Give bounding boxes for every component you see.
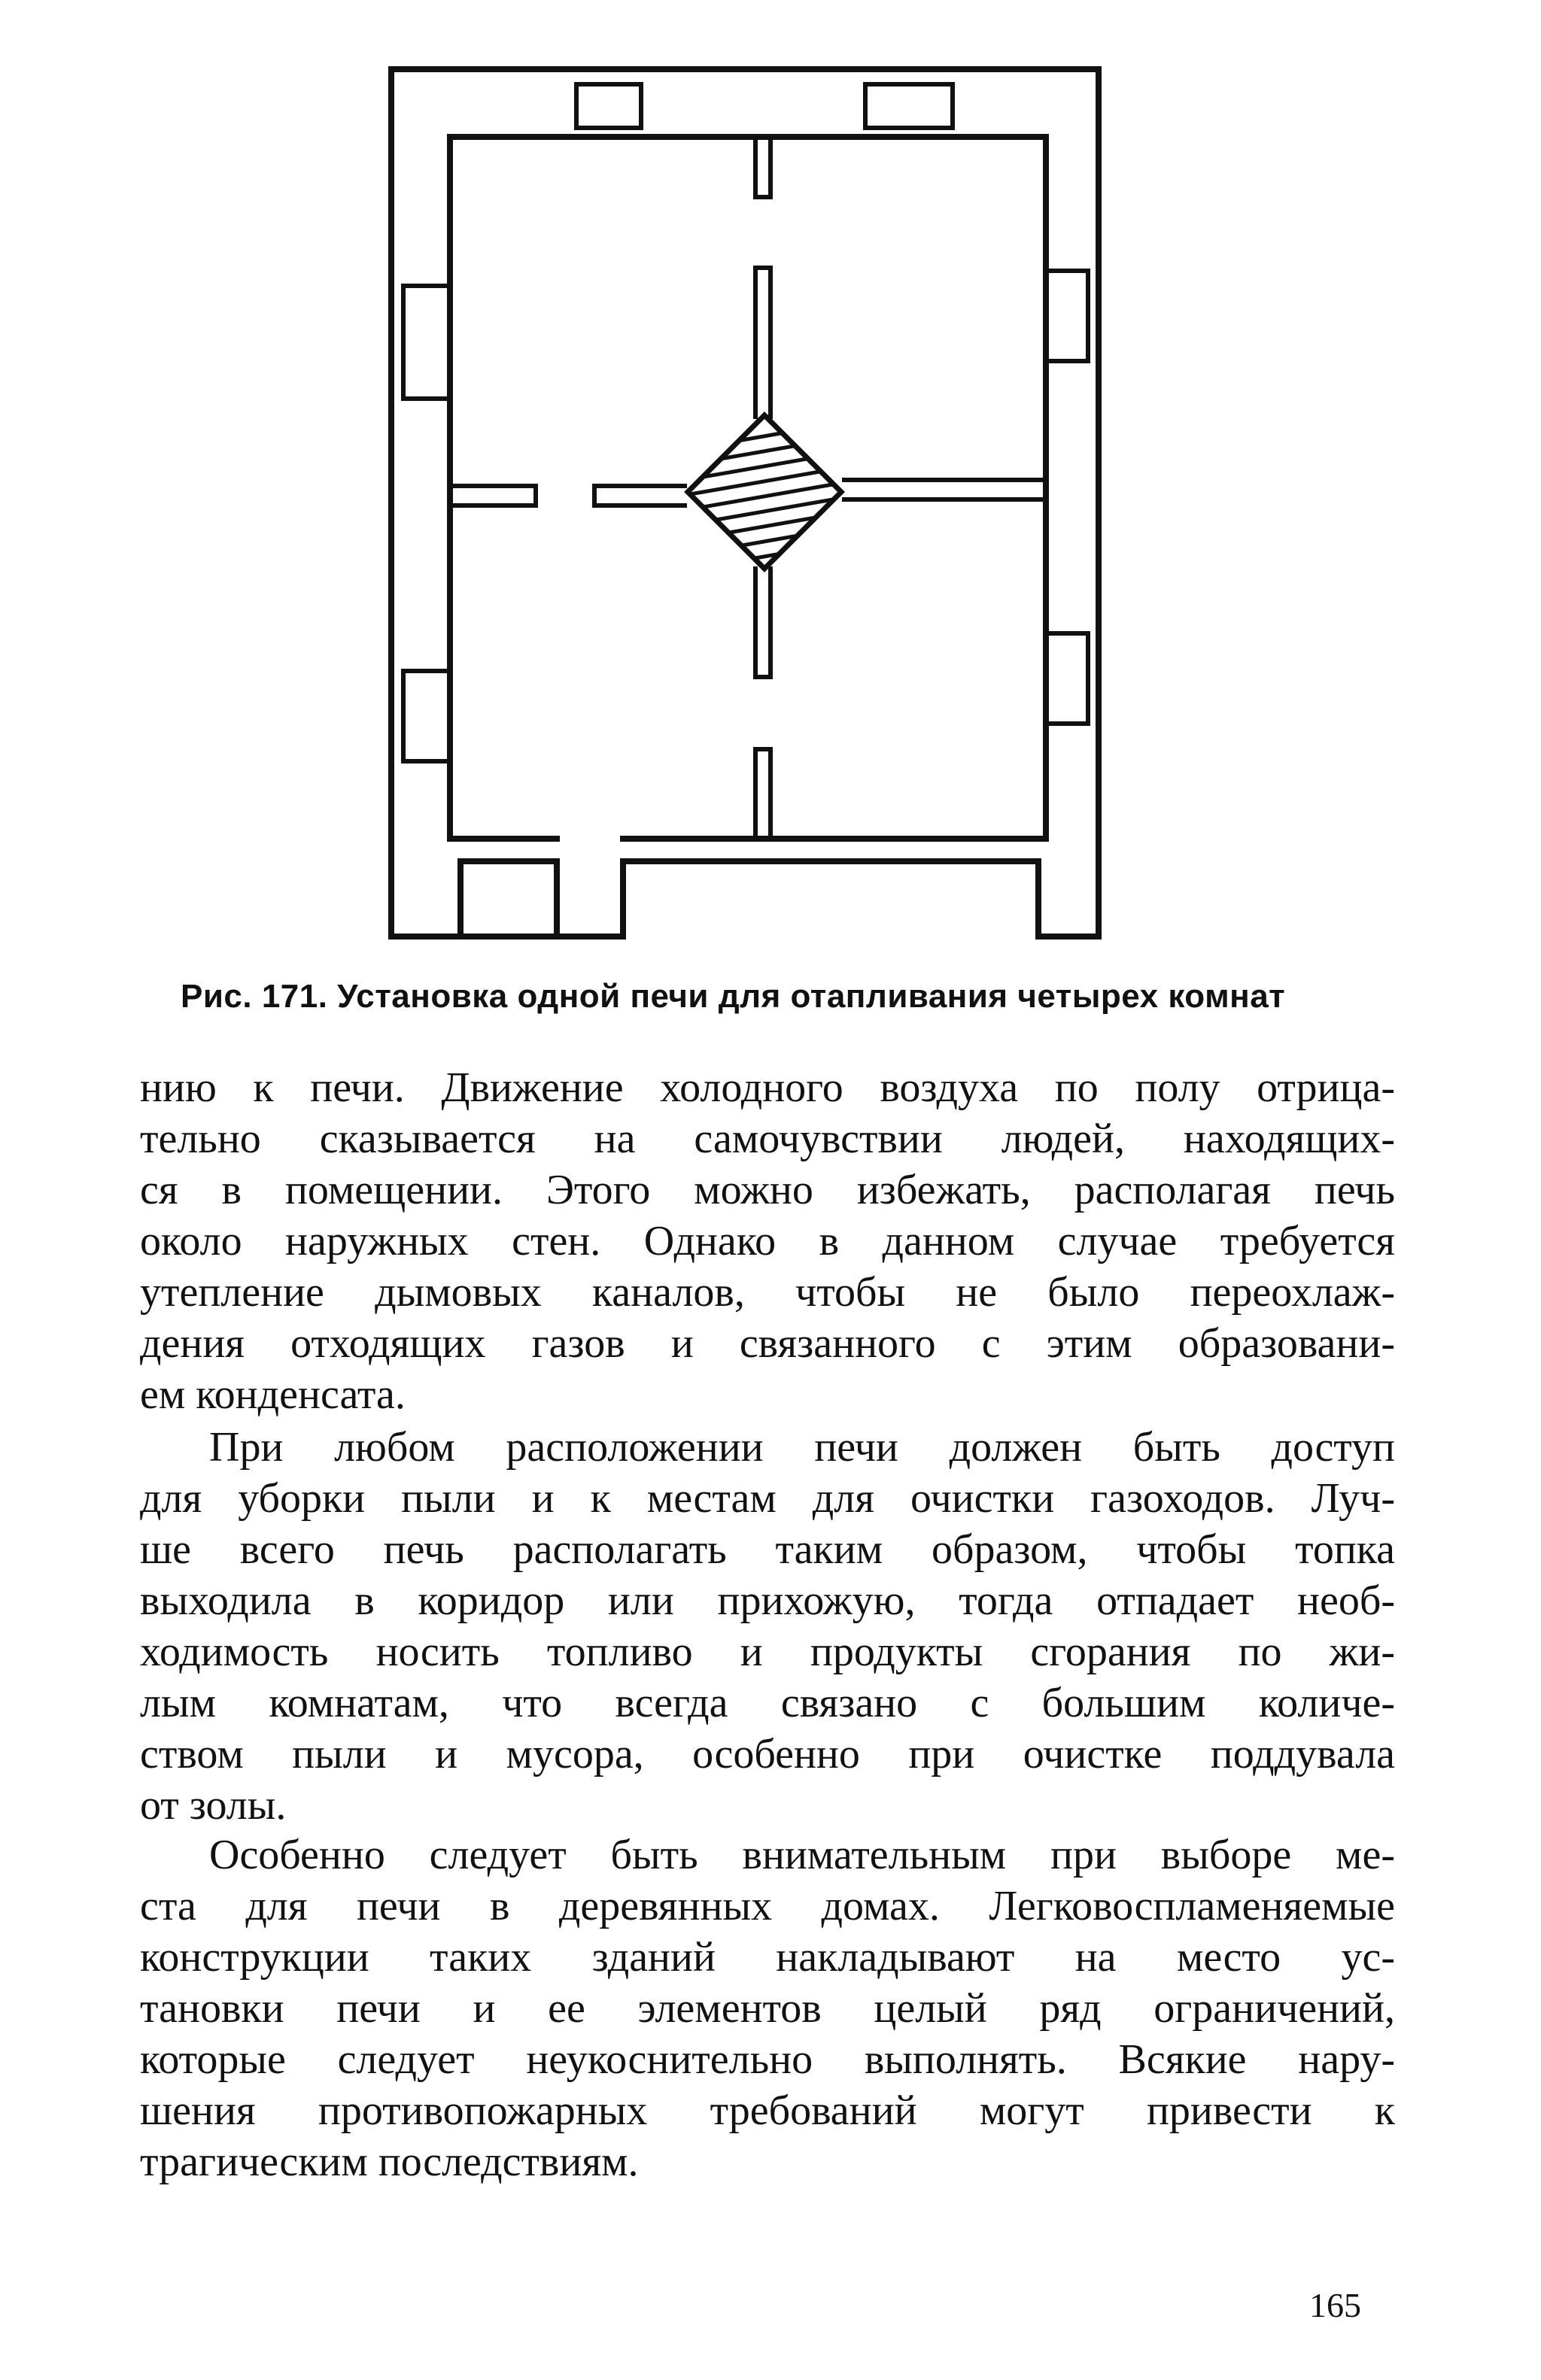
text-line: нию к печи. Движение холодного воздуха по полу отрица- xyxy=(140,1064,1395,1111)
page-number: 165 xyxy=(1309,2286,1361,2324)
window-top-left xyxy=(576,84,641,128)
text-line: дения отходящих газов и связанного с этим образовани- xyxy=(140,1320,1395,1367)
text-line: выходила в коридор или прихожую, тогда отпадает необ- xyxy=(140,1577,1395,1624)
outer-wall-outline xyxy=(391,69,1099,937)
window-right-upper xyxy=(1046,271,1088,361)
text-line: тельно сказывается на самочувствии людей, находящих- xyxy=(140,1116,1395,1162)
text-line: ста для печи в деревянных домах. Легковоспламеняемые xyxy=(140,1883,1395,1929)
text-line: ше всего печь располагать таким образом, чтобы топка xyxy=(140,1526,1395,1573)
text-line: При любом расположении печи должен быть доступ xyxy=(209,1424,1395,1471)
text-line: Особенно следует быть внимательным при выборе ме- xyxy=(209,1832,1395,1878)
paragraph-2 xyxy=(140,1422,1395,1831)
window-left-upper xyxy=(403,286,450,399)
text-line: конструкции таких зданий накладывают на место ус- xyxy=(140,1934,1395,1981)
text-line: тановки печи и ее элементов целый ряд ограничений, xyxy=(140,1985,1395,2032)
text-line: ся в помещении. Этого можно избежать, располагая печь xyxy=(140,1167,1395,1213)
text-line: утепление дымовых каналов, чтобы не было переохлаж- xyxy=(140,1269,1395,1316)
text-line: около наружных стен. Однако в данном случае требуется xyxy=(140,1218,1395,1264)
inner-wall-outline xyxy=(450,137,1046,839)
text-line: от золы. xyxy=(140,1782,287,1829)
paragraph-3 xyxy=(140,1829,1395,2187)
window-right-lower xyxy=(1046,633,1088,724)
window-left-lower xyxy=(403,671,450,761)
text-line: которые следует неукоснительно выполнять. Всякие нару- xyxy=(140,2036,1395,2083)
window-top-right xyxy=(865,84,953,128)
figure-caption: Рис. 171. Установка одной печи для отапливания четырех комнат xyxy=(181,978,1286,1015)
text-line: ством пыли и мусора, особенно при очистке поддувала xyxy=(140,1731,1395,1777)
text-line: для уборки пыли и к местам для очистки газоходов. Луч- xyxy=(140,1475,1395,1522)
text-line: шения противопожарных требований могут привести к xyxy=(140,2087,1395,2134)
paragraph-1 xyxy=(140,1062,1395,1420)
text-line: ем конденсата. xyxy=(140,1371,406,1418)
text-line: трагическим последствиям. xyxy=(140,2139,639,2185)
floor-plan-figure xyxy=(376,60,1121,955)
text-line: лым комнатам, что всегда связано с большим количе- xyxy=(140,1680,1395,1726)
text-line: ходимость носить топливо и продукты сгорания по жи- xyxy=(140,1629,1395,1675)
